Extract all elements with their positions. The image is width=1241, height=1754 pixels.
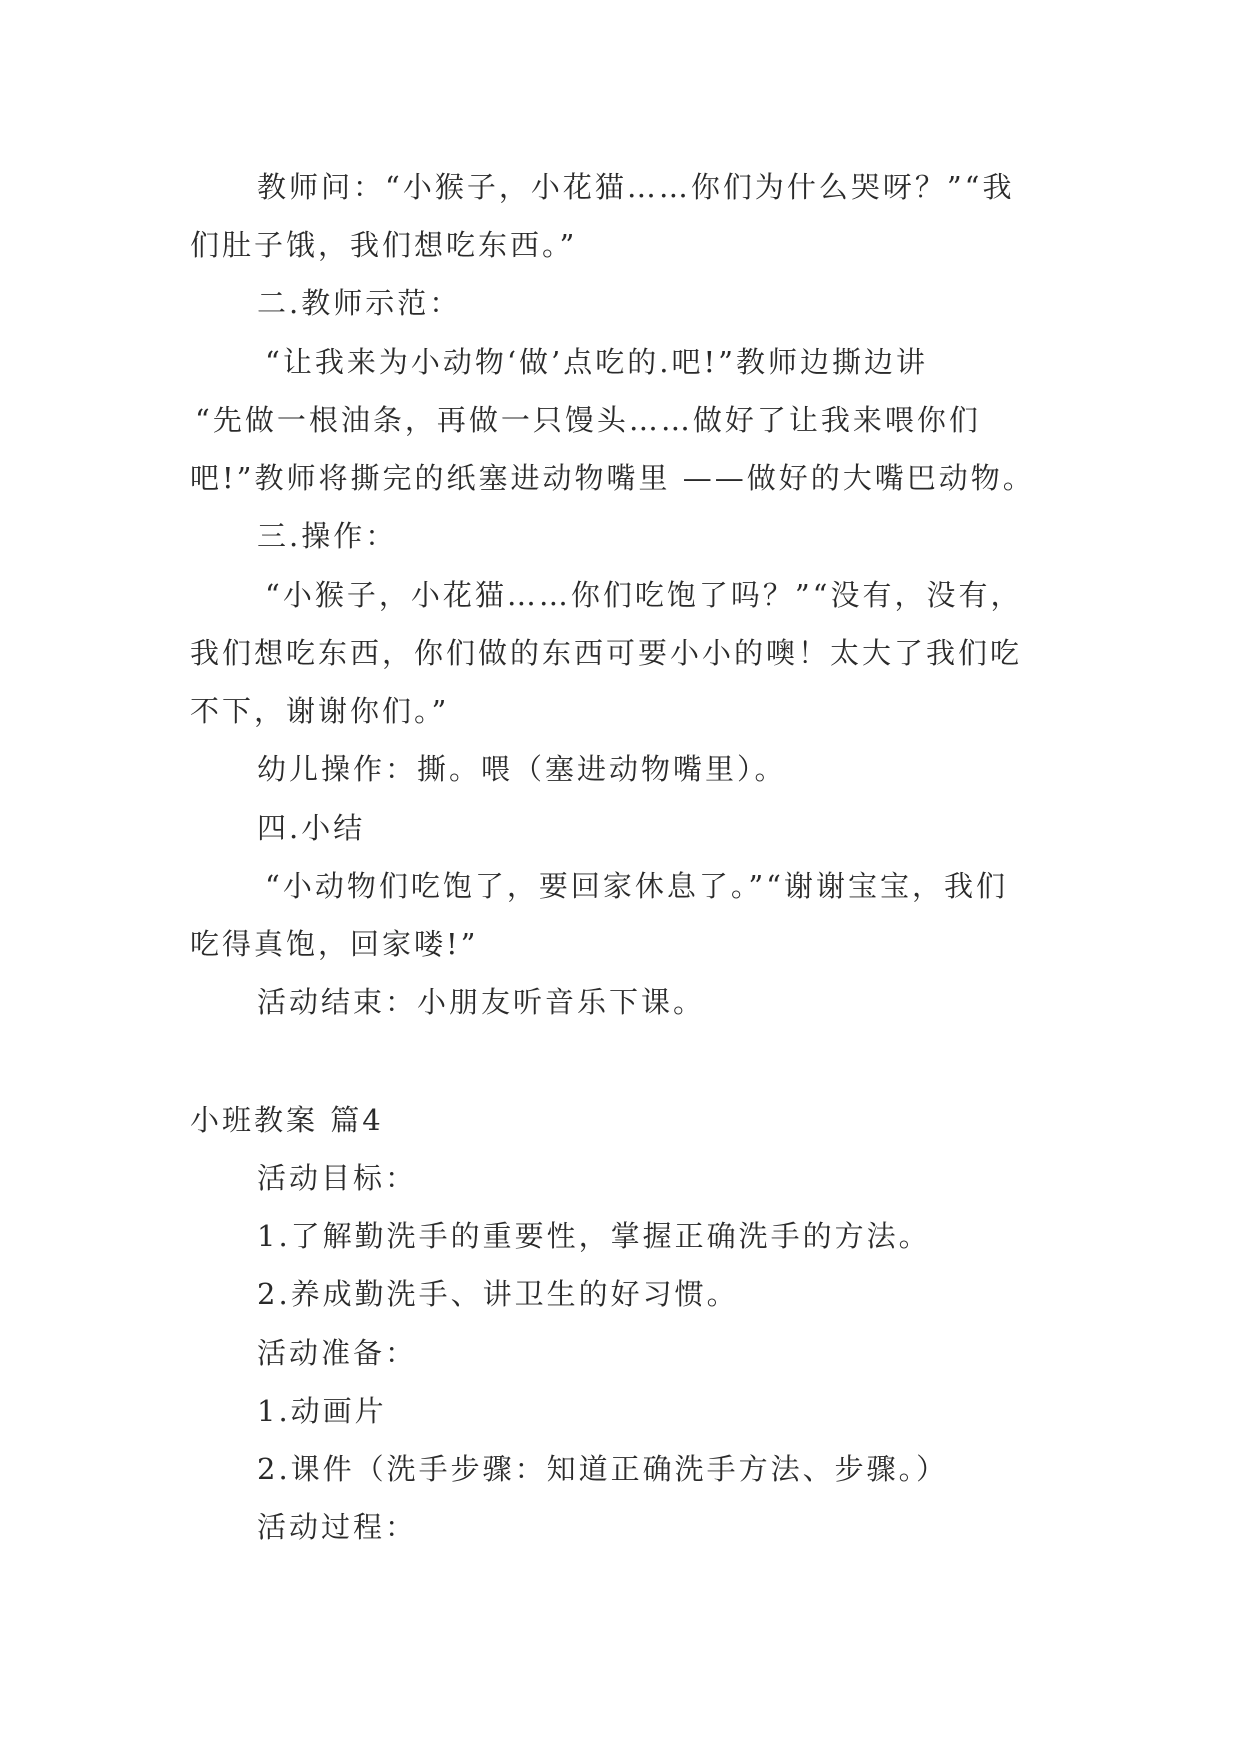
section-heading: 活动准备： xyxy=(257,1336,418,1370)
section-heading: 四.小结 xyxy=(257,811,366,845)
paragraph-line: 吃得真饱，回家喽!” xyxy=(190,927,479,961)
paragraph-line: “小猴子，小花猫……你们吃饱了吗？”“没有，没有， xyxy=(265,578,1023,612)
paragraph-line: “让我来为小动物‘做’点吃的.吧!”教师边撕边讲 xyxy=(265,345,928,379)
paragraph-line: 我们想吃东西，你们做的东西可要小小的噢！太大了我们吃 xyxy=(190,636,1023,670)
section-heading: 活动目标： xyxy=(257,1161,418,1195)
section-heading: 二.教师示范： xyxy=(257,286,462,320)
paragraph-line: 们肚子饿，我们想吃东西。” xyxy=(190,228,578,262)
list-item: 1.了解勤洗手的重要性，掌握正确洗手的方法。 xyxy=(257,1219,931,1253)
list-item: 2.养成勤洗手、讲卫生的好习惯。 xyxy=(257,1277,739,1311)
paragraph-line: 活动结束：小朋友听音乐下课。 xyxy=(257,985,706,1019)
section-heading: 活动过程： xyxy=(257,1510,418,1544)
section-heading: 三.操作： xyxy=(257,519,398,553)
article-heading: 小班教案 篇4 xyxy=(190,1103,384,1137)
paragraph-line: 吧!”教师将撕完的纸塞进动物嘴里 ——做好的大嘴巴动物。 xyxy=(190,461,1035,495)
paragraph-line: “小动物们吃饱了，要回家休息了。”“谢谢宝宝，我们 xyxy=(265,869,1008,903)
list-item: 2.课件（洗手步骤：知道正确洗手方法、步骤。） xyxy=(257,1452,949,1486)
paragraph-line: 不下，谢谢你们。” xyxy=(190,694,450,728)
paragraph-line: 教师问：“小猴子，小花猫……你们为什么哭呀？”“我 xyxy=(257,170,1015,204)
list-item: 1.动画片 xyxy=(257,1394,387,1428)
paragraph-line: 幼儿操作：撕。喂（塞进动物嘴里）。 xyxy=(257,752,787,786)
paragraph-line: “先做一根油条，再做一只馒头……做好了让我来喂你们 xyxy=(195,403,981,437)
